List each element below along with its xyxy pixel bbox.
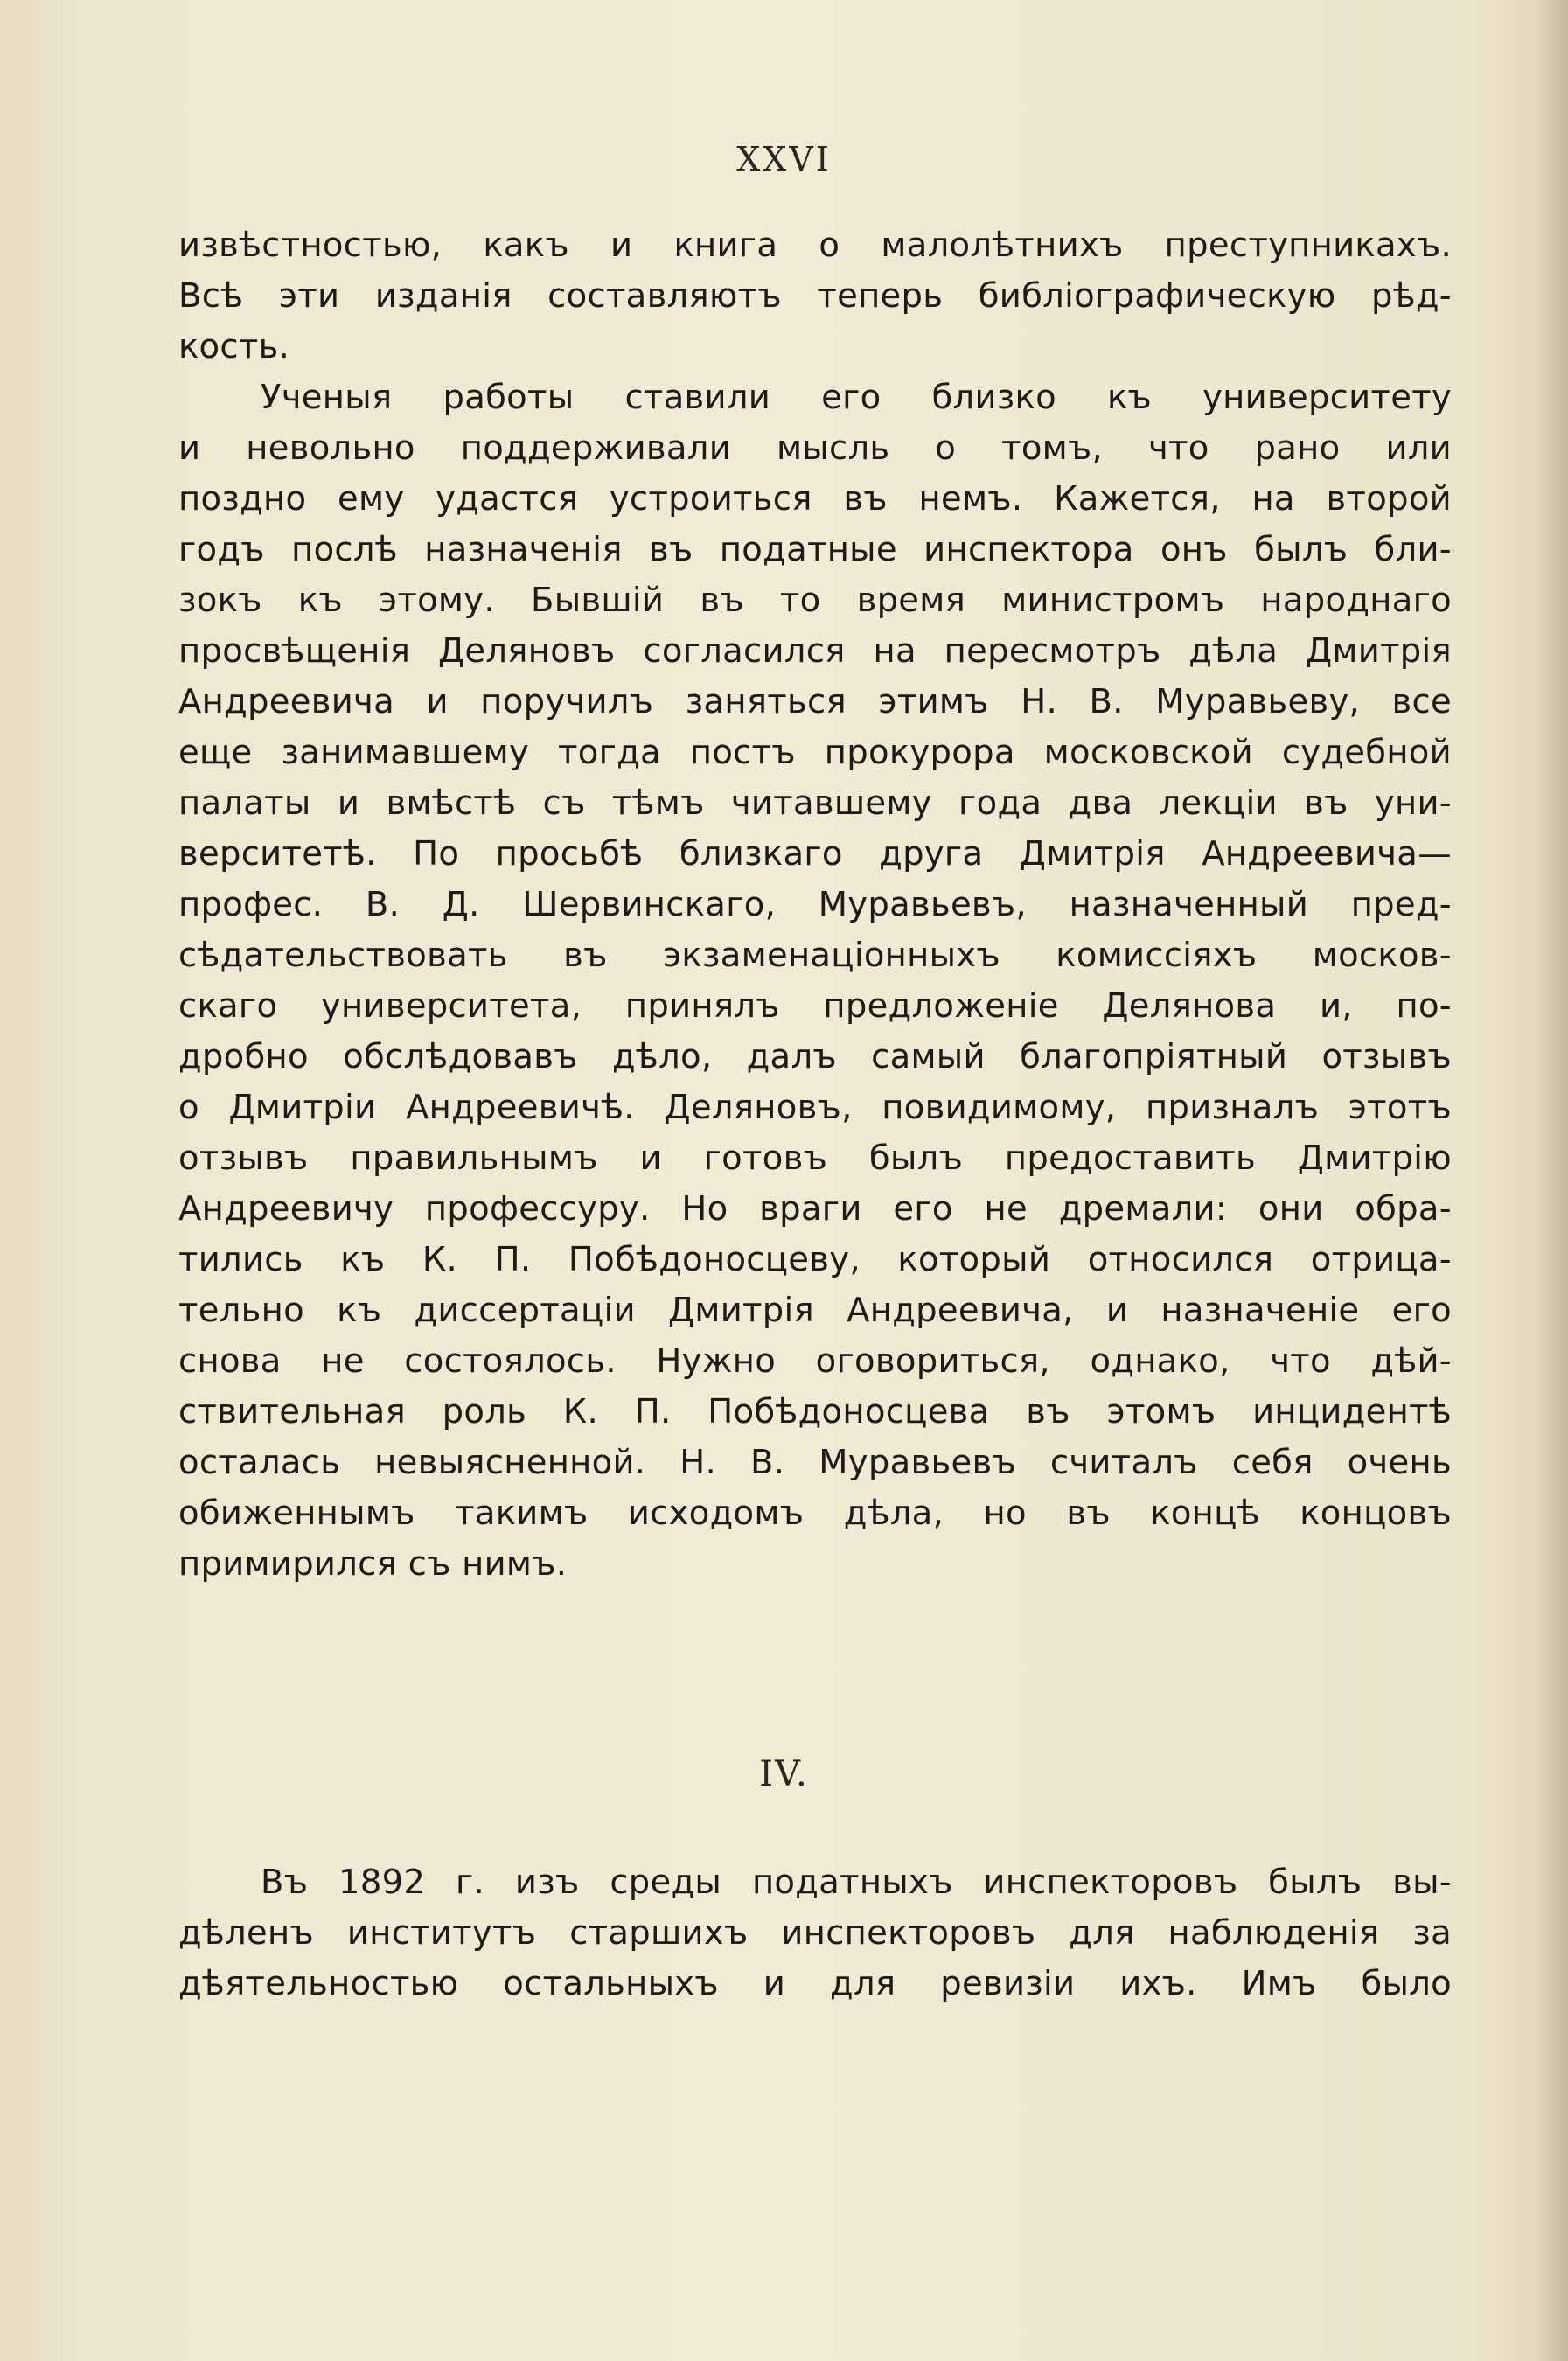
page-edge-shadow [1535,0,1568,2361]
text-line: и невольно поддерживали мысль о томъ, что рано или [178,428,1452,468]
text-line: еще занимавшему тогда постъ прокурора московской судебной [178,733,1452,772]
text-line: дробно обслѣдовавъ дѣло, далъ самый благопріятный отзывъ [178,1037,1452,1076]
text-line: тельно къ диссертаціи Дмитрія Андреевича, и назначеніе его [178,1291,1452,1330]
text-line: Андреевича и поручилъ заняться этимъ Н. В. Муравьеву, все [178,682,1452,721]
text-line: извѣстностью, какъ и книга о малолѣтнихъ преступникахъ. [178,226,1452,265]
section-text [178,1857,1452,2009]
text-line: годъ послѣ назначенія въ податные инспектора онъ былъ бли- [178,530,1452,569]
text-line: тились къ К. П. Побѣдоносцеву, который относился отрица- [178,1240,1452,1279]
text-line: отзывъ правильнымъ и готовъ былъ предоставить Дмитрію [178,1139,1452,1178]
text-line: дѣленъ институтъ старшихъ инспекторовъ для наблюденія за [178,1913,1452,1953]
text-line: скаго университета, принялъ предложеніе Делянова и, по- [178,986,1452,1026]
text-line: о Дмитріи Андреевичѣ. Деляновъ, повидимому, призналъ этотъ [178,1088,1452,1127]
text-line: зокъ къ этому. Бывшій въ то время министромъ народнаго [178,581,1452,620]
text-line: просвѣщенія Деляновъ согласился на пересмотръ дѣла Дмитрія [178,631,1452,671]
text-line: ствительная роль К. П. Побѣдоносцева въ этомъ инцидентѣ [178,1392,1452,1431]
text-line: осталась невыясненной. Н. В. Муравьевъ считалъ себя очень [178,1443,1452,1482]
text-line: обиженнымъ такимъ исходомъ дѣла, но въ концѣ концовъ [178,1494,1452,1533]
section-number: IV. [759,1754,809,1794]
text-line: примирился съ нимъ. [178,1544,568,1584]
text-line: верситетѣ. По просьбѣ близкаго друга Дмитрія Андреевича— [178,834,1452,874]
page-number: XXVI [736,140,832,178]
text-line: палаты и вмѣстѣ съ тѣмъ читавшему года два лекціи въ уни- [178,784,1452,823]
text-line: сѣдательствовать въ экзаменаціонныхъ комиссіяхъ москов- [178,936,1452,975]
text-line: Андреевичу профессуру. Но враги его не дремали: они обра- [178,1189,1452,1229]
text-line: Всѣ эти изданія составляютъ теперь библіографическую рѣд- [178,276,1452,316]
text-line: кость. [178,327,290,366]
text-line: Въ 1892 г. изъ среды податныхъ инспекторовъ былъ вы- [261,1863,1452,1902]
text-line: Ученыя работы ставили его близко къ университету [261,378,1452,417]
main-text [178,220,1452,1590]
text-line: дѣятельностью остальныхъ и для ревизіи ихъ. Имъ было [178,1964,1452,2003]
text-line: снова не состоялось. Нужно оговориться, однако, что дѣй- [178,1341,1452,1381]
text-line: профес. В. Д. Шервинскаго, Муравьевъ, назначенный пред- [178,885,1452,924]
text-line: поздно ему удастся устроиться въ немъ. Кажется, на второй [178,479,1452,519]
